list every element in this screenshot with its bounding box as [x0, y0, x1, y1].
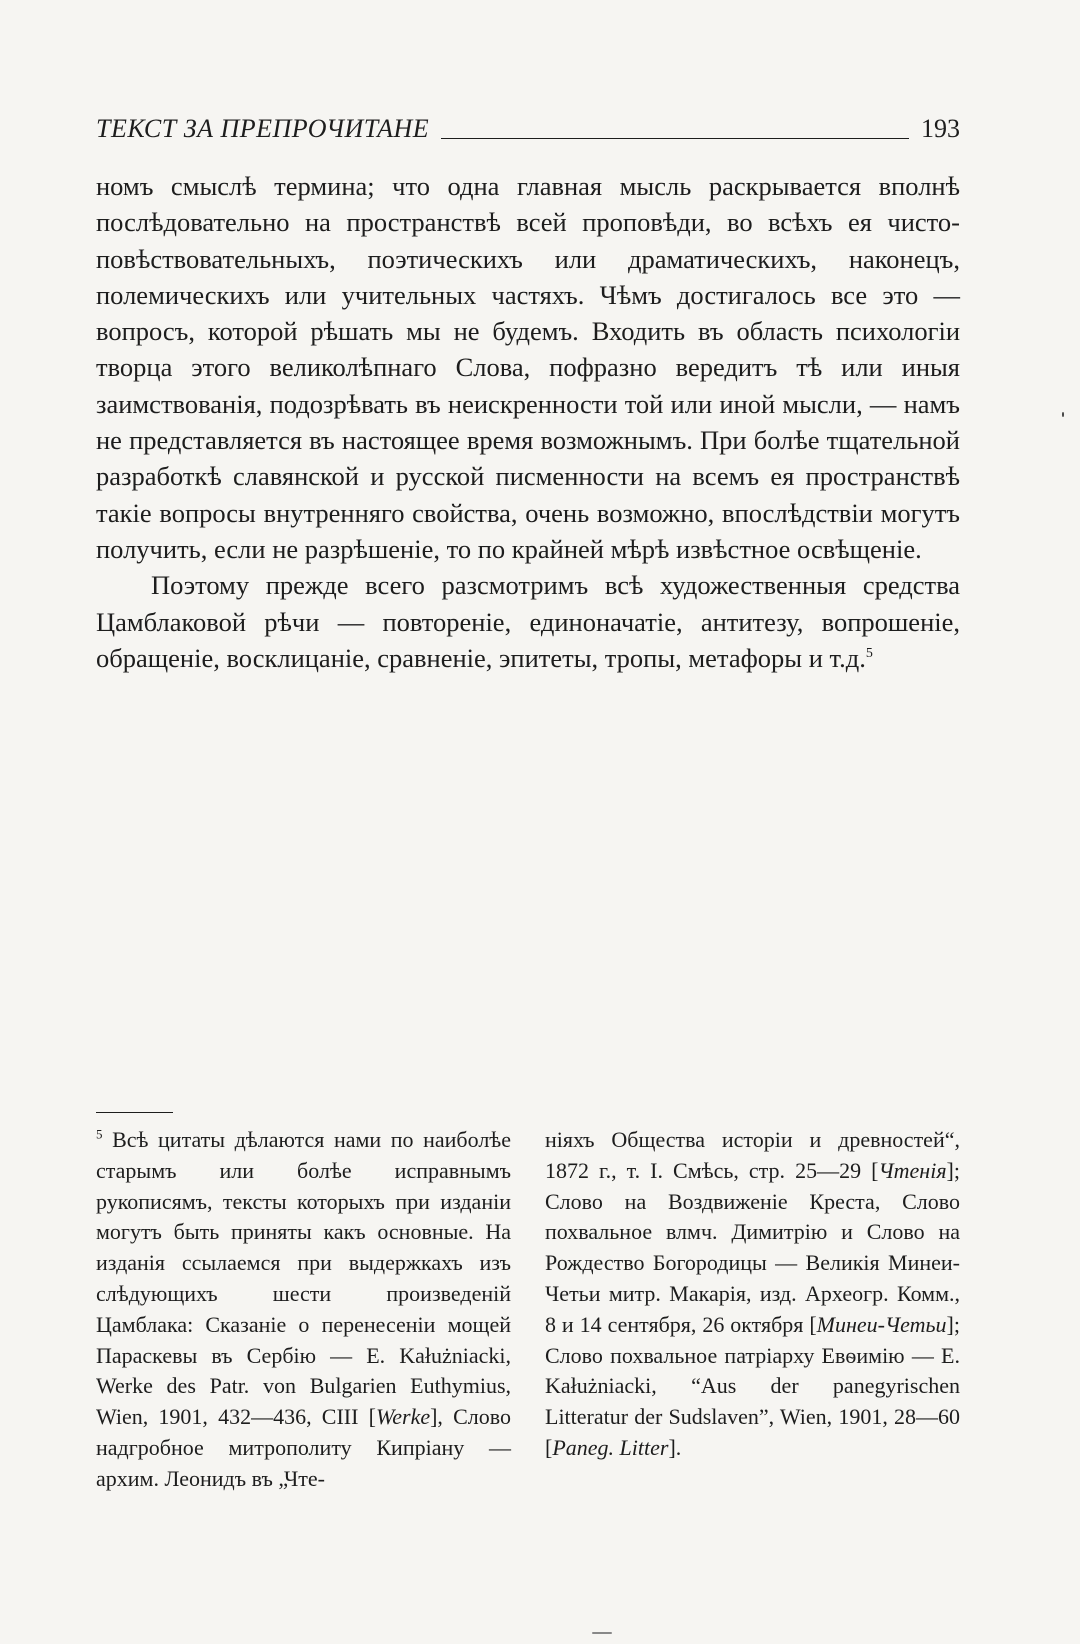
footnote-text: ], Слово надгробное митрополиту Кипріану — архим. Леонидъ въ „Чте-	[96, 1404, 511, 1491]
footnote-abbrev-chteniya: Чтенія	[878, 1157, 947, 1183]
running-head	[96, 104, 960, 144]
main-text	[96, 168, 960, 676]
footnote-abbrev-paneg: Paneg. Litter	[552, 1434, 669, 1460]
footnotes	[96, 1125, 960, 1495]
footnote-text: ніяхъ Общества исторіи и древностей“, 1872 г., т. I. Смѣсь, стр. 25—29 [	[545, 1127, 960, 1183]
body-paragraph-1: номъ смыслѣ термина; что одна главная мысль раскрывается вполнѣ послѣдовательно на пространствѣ всей проповѣди, во всѣхъ ея чисто-повѣствовательныхъ, поэтическихъ или драматическихъ, наконецъ, полемическихъ или учительных частяхъ. Чѣмъ достигалось все это — вопросъ, которой рѣшать мы не будемъ. Входить въ область психологіи творца этого великолѣпнаго Слова, пофразно вередитъ тѣ или иныя заимствованія, подозрѣвать въ неискренности той или иной мысли, — намъ не представляется въ настоящее время возможнымъ. При болѣе тщательной разработкѣ славянской и русской писменности на всемъ ея пространствѣ такіе вопросы внутренняго свойства, очень возможно, впослѣдствіи могутъ получить, если не разрѣшеніе, то по крайней мѣрѣ извѣстное освѣщеніе.	[96, 171, 960, 564]
footnote-5-part-1	[96, 1125, 511, 1495]
footnote-column-right	[545, 1125, 960, 1495]
running-head-title: ТЕКСТ ЗА ПРЕПРОЧИТАНЕ	[96, 114, 430, 143]
running-head-rule	[441, 138, 909, 139]
footnote-reference: 5	[865, 646, 873, 662]
body-paragraph-2-text: Поэтому прежде всего разсмотримъ всѣ художественныя средства Цамблаковой рѣчи — повтореніе, единоначатіе, антитезу, вопрошеніе, обращеніе, восклицаніе, сравненіе, эпитеты, тропы, метафоры и т.д.	[96, 570, 960, 673]
paper-speck	[592, 1632, 612, 1634]
footnote-abbrev-minei: Минеи-Четьи	[816, 1311, 947, 1337]
footnote-5-part-2	[545, 1125, 960, 1464]
footnote-text: ].	[668, 1434, 682, 1460]
footnote-abbrev-werke: Werke	[375, 1404, 431, 1430]
footnote-text: Всѣ цитаты дѣлаются нами по наиболѣе старымъ или болѣе исправнымъ рукописямъ, тексты которыхъ при изданіи могутъ быть приняты какъ основные. На изданія ссылаемся при выдержкахъ изъ слѣдующихъ шести произведеній Цамблака: Сказаніе о перенесеніи мощей Параскевы въ Сербію — E. Kałużniacki, Werke des Patr. von Bulgarien Euthymius, Wien, 1901, 432—436, CIII [	[96, 1127, 512, 1430]
footnote-column-left	[96, 1125, 511, 1495]
footnote-rule	[96, 1112, 173, 1113]
footnote-text: ]; Слово похвальное патріарху Евѳимію — E. Kałużniacki, “Aus der panegyrischen Litteratur der Sudslaven”, Wien, 1901, 28—60 [	[545, 1311, 960, 1460]
paper-speck	[1062, 412, 1064, 417]
body-paragraph-2	[96, 567, 960, 676]
page-number: 193	[921, 114, 960, 143]
footnote-marker: 5	[96, 1126, 103, 1142]
footnote-text: ]; Слово на Воздвиженіе Креста, Слово похвальное влмч. Димитрію и Слово на Рождество Богородицы — Великія Минеи-Четьи митр. Макарія, изд. Археогр. Комм., 8 и 14 сентября, 26 октября [	[545, 1157, 960, 1337]
